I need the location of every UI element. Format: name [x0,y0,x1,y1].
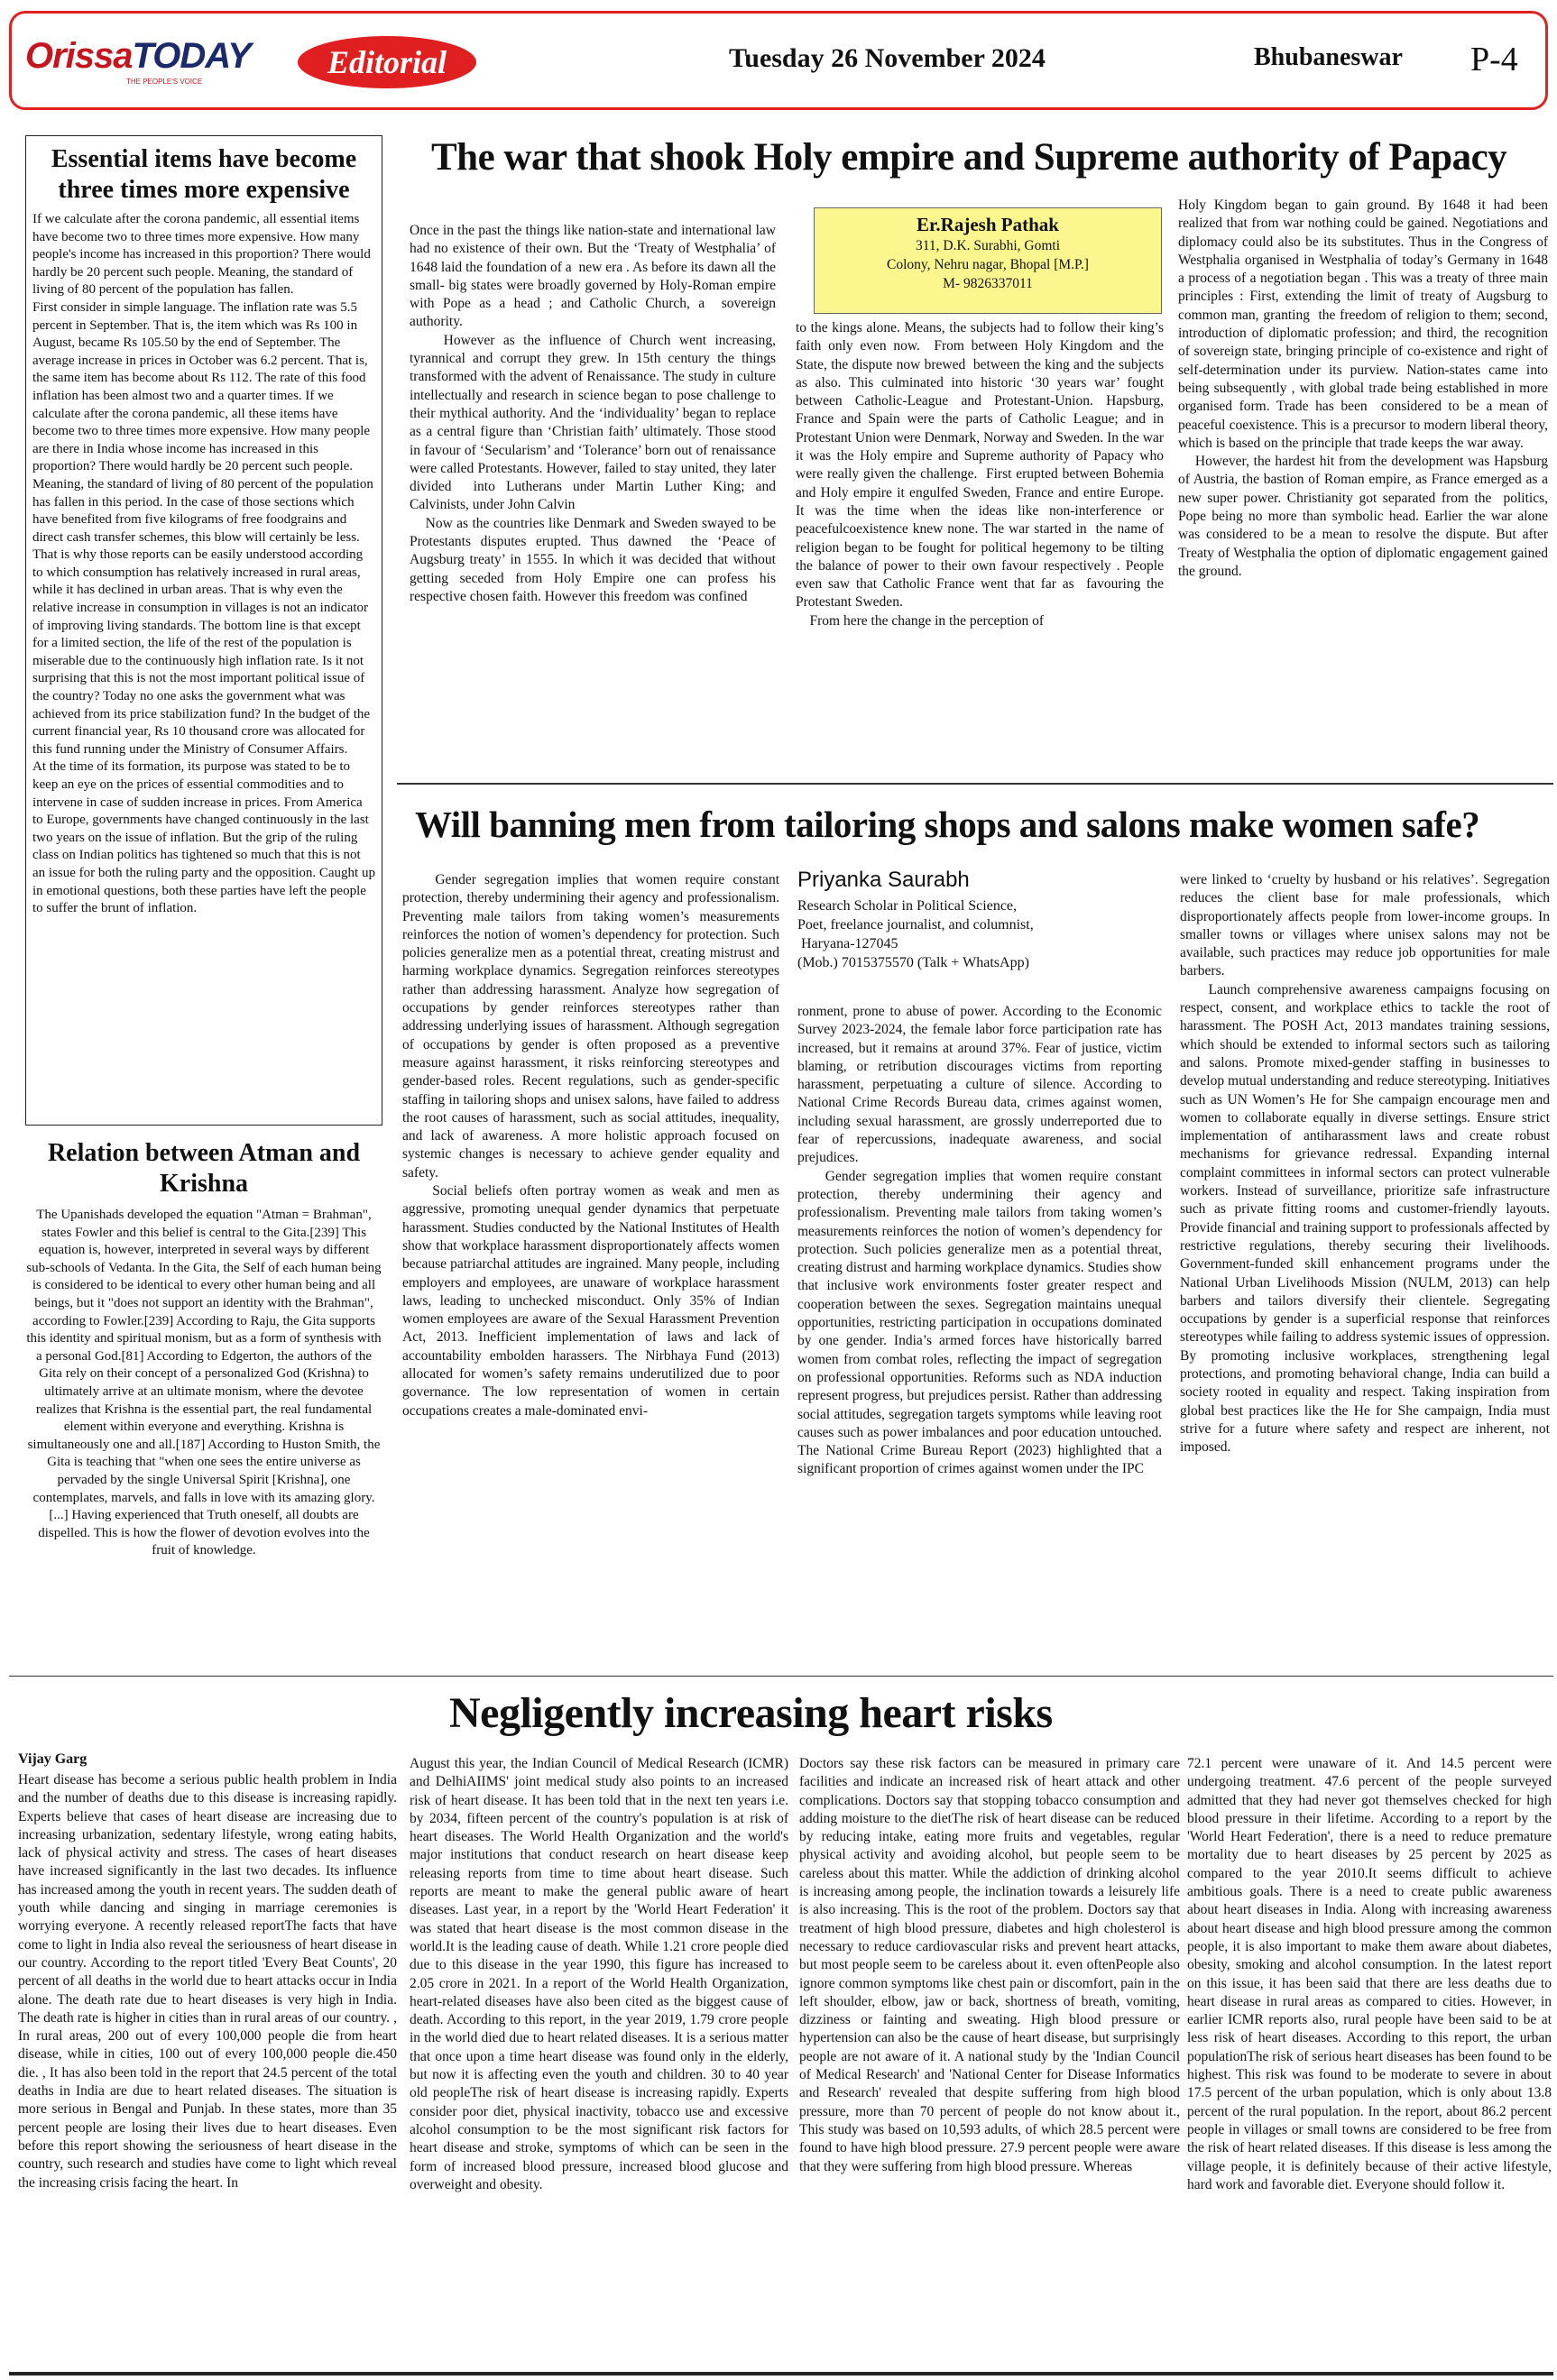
author-name: Er.Rajesh Pathak [917,214,1059,235]
article-war-col3: Holy Kingdom began to gain ground. By 1648 it had been realized that from war nothing could be gained. Negotiations and diplomacy could also be its substitutes. Thus in the Congress of Westphalia organised in Westphalia of today’s Germany in 1648 a process of a negotiation began . This was a treaty of three main principles : First, extending the limit of treaty of Augsburg to common man, granting the freedom of religion to them; second, introduction of diplomatic profession; and third, the recognition of sovereign state, bringing principle of co-existence and right of self-determination under its purview. Nation-states came into being subsequently , with global trade being established in more organised form. Trade has been considered to be a mean of peaceful coexistence. This is a precursor to modern liberal theory, which is based on the principle that trade keeps the war away. However, the hardest hit from the development was Hapsburg of Austria, the bastion of Roman empire, as France emerged as a new super power. Christianity got separated from the politics, Pope being no more than symbolic head. Earlier the war alone was considered to be a mean to resolve the dispute. But after Treaty of Westphalia the option of diplomatic engagement gained the ground. [1178,198,1548,579]
author-phone: (Mob.) 7015375570 (Talk + WhatsApp) [797,955,1029,970]
article-war-col1: Once in the past the things like nation-state and international law had no existence of their own. But the ‘Treaty of Westphalia’ of 1648 laid the foundation of a new era . As before its dawn all the small- big states were broadly governed by Holy-Roman empire with Pope as a head ; and Catholic Church, a sovereign authority. However as the influence of Church went increasing, tyrannical and corrupt they grew. In 15th century the things transformed with the advent of Renaissance. The study in culture intellectually and research in science began to pose challenge to their mythical authority. And the ‘individuality’ began to replace as a central figure than ‘Christian faith’ ultimately. Those stood in favour of ‘Secularism’ and ‘Tolerance’ born out of renaissance were called Protestants. However, failed to stay united, they later divided into Lutherans under Martin Luther King; and Calvinists, under John Calvin Now as the countries like Denmark and Sweden swayed to be Protestants disputes erupted. Thus dawned the ‘Peace of Augsburg treaty’ in 1555. In which it was decided that without getting seceded from Holy Empire one can profess his respective chosen faith. However this freedom was confined [410,223,777,604]
issue-city: Bhubaneswar [1254,43,1403,71]
divider [397,783,1553,785]
article-body: The Upanishads developed the equation "Atman = Brahman", states Fowler and this belief is central to the Gita.[239] This equation is, however, interpreted in several ways by different sub-schools of Vedanta. In the Gita, the Self of each human being is considered to be identical to every other human being and all beings, but it "does not support an identity with the Brahman", according to Fowler.[239] According to Raju, the Gita supports this identity and spiritual monism, but as a form of synthesis with a personal God.[81] According to Edgerton, the authors of the Gita rely on their concept of a personalized God (Krishna) to ultimately arrive at an ultimate monism, where the devotee realizes that Krishna is the essential part, the real fundamental element within everyone and everything. Krishna is simultaneously one and all.[187] According to Huston Smith, the Gita is teaching that "when one sees the entire universe as pervaded by the single Universal Spirit [Krishna], one contemplates, marvels, and falls in love with its amazing glory. [...] Having experienced that Truth oneself, all doubts are dispelled. This is how the flower of devotion evolves into the fruit of knowledge. [26,1208,385,1558]
logo-tagline: THE PEOPLE'S VOICE [126,78,203,86]
article-title-heart: Negligently increasing heart risks [449,1689,1053,1737]
issue-date: Tuesday 26 November 2024 [729,43,1046,73]
article-heart-col1: Heart disease has become a serious public health problem in India and the number of deaths due to this disease is increasing rapidly. Experts believe that cases of heart disease are increasing due to increasing urbanization, sedentary lifestyle, wrong eating habits, lack of physical activity and stress. The cases of heart diseases have increased significantly in the last two decades. Its influence has increased among the youth in recent years. The sudden death of youth while dancing and singing in marriage ceremonies is worrying everyone. A recently released reportThe facts that have come to light in India also reveal the seriousness of heart disease in our country. According to the report titled 'Every Beat Counts', 20 percent of all deaths in the world due to heart attacks occur in India alone. The death rate due to heart diseases is very high in India. The death rate is higher in cities than in rural areas of our country. , In rural areas, 200 out of every 100,000 people die from heart disease, while in cities, 100 out of every 100,000 people die.450 die. , It has also been told in the report that 24.5 percent of the total deaths in India are due to heart related diseases. The situation is more serious in Bengal and Punjab. In these states, more than 35 percent people are losing their lives due to heart diseases. Even before this report showing the seriousness of heart disease in the country, such research and studies have come to light which reveal the increasing crisis facing the heart. In [18,1772,401,2191]
article-body: If we calculate after the corona pandemic, all essential items have become two to three times more expensive. How many people's income has increased in this proportion? There would hardly be 20 percent such people. Meaning, the standard of living of 80 percent of the population has fallen. First consider in simple language. The inflation rate was 5.5 percent in September. That is, the item which was Rs 100 in August, became Rs 105.50 by the end of September. The average increase in prices in October was 6.2 percent. That is, the same item has become about Rs 112. The rate of this food inflation has been almost two and a quarter times. If we calculate after the corona pandemic, all these items have become two to three times more expensive. How many people are there in India whose income has increased in this proportion? There would hardly be 20 percent such people. Meaning, the standard of living of 80 percent of the population has fallen in this period. In the case of those sections which have benefited from five kilograms of free foodgrains and direct cash transfer schemes, this blow will certainly be less. That is why those reports can be easily understood according to which consumption has relatively increased in rural areas, while it has declined in urban areas. That is why even the relative increase in consumption in villages is not an indicator of improving living standards. The bottom line is that except for a limited section, the life of the rest of the population is miserable due to the continuously high inflation rate. Is it not surprising that this is not the most important political issue of the country? Today no one asks the government what was achieved from its price stabilization fund? In the budget of the current financial year, Rs 10 thousand crore was allocated for this fund running under the Ministry of Consumer Affairs. At the time of its formation, its purpose was stated to be to keep an eye on the prices of essential commodities and to intervene in case of sudden increase in prices. From America to Europe, governments have changed continuously in the last two years on the issue of inflation. But the grip of the ruling class on Indian politics has tightened so much that this is not an issue for both the ruling party and the opposition. Caught up in emotional questions, both these parties have left the people to suffer the brunt of inflation. [32,212,375,916]
article-title-war: The war that shook Holy empire and Supreme authority of Papacy [431,136,1507,179]
author-block [797,868,1158,972]
author-phone: M- 9826337011 [943,276,1033,291]
author-location: Haryana-127045 [797,936,898,951]
article-tailoring-col2: ronment, prone to abuse of power. According to the Economic Survey 2023-2024, the female labor force participation rate has increased, but it remains at around 37%. Fear of justice, victim blaming, or retribution discourages victims from reporting harassment, perpetuating a culture of silence. According to National Crime Records Bureau data, crimes against women, including sexual harassment, are grossly underreported due to fear of repercussions, inadequate awareness, and social prejudices. Gender segregation implies that women require constant protection, thereby undermining their agency and professionalism. Preventing male tailors from taking women’s measurements reinforces the notion of women’s dependency for protection. Such policies generalize men as a potential threat, creating distrust and harming workplace dynamics. Studies show that inclusive work environments foster greater respect and cooperation between the sexes. Segregation maintains unequal opportunities, restricting participation in occupations dominated by one gender. India’s armed forces have historically barred women from combat roles, reflecting the impact of segregation on professional opportunities. Reforms such as NDA induction represent progress, but prejudices persist. Rather than addressing social attitudes, segregation targets symptoms while leaving root causes such as power imbalances and poor education untouched. The National Crime Bureau Report (2023) highlighted that a significant proportion of crimes against women under the IPC [797,1004,1162,1477]
footer-rule [9,2372,1553,2375]
author-name: Priyanka Saurabh [797,868,970,892]
article-heart-col4: 72.1 percent were unaware of it. And 14.5 percent were undergoing treatment. 47.6 percent of the people surveyed admitted that they had never got themselves checked for high blood pressure in their lifetime. According to a report by the 'World Heart Federation', there is a need to reduce premature mortality due to heart diseases by 25 percent by 2025 as compared to the year 2010.It seems difficult to achieve ambitious goals. There is a need to create public awareness about heart diseases in India. Along with increasing awareness about heart disease and high blood pressure among the common people, it is also important to make them aware about diabetes, obesity, smoking and alcohol consumption. In the latest report on this issue, it has been said that there are less deaths due to heart disease in rural areas as compared to cities. However, in earlier ICMR reports also, rural people have been said to be at less risk of heart diseases. According to this report, the urban populationThe risk of serious heart diseases has been found to be highest. This risk was found to be moderate to severe in about 17.5 percent of the urban population, which is only about 13.8 percent of the rural population. In the report, about 86.2 percent people in villages or small towns are considered to be free from the risk of heart related diseases. If this disease is less among the village people, it is definitely because of their active lifestyle, hard work and favorable diet. Everyone should follow it. [1187,1756,1555,2192]
article-war-col2: to the kings alone. Means, the subjects had to follow their king’s faith only even now. From between Holy Kingdom and the State, the dispute now brewed between the king and the subjects as also. This culminated into historic ‘30 years war’ fought between Catholic-League and Protestant-Union. Hapsburg, France and Spain were the parts of Catholic League; and in Protestant Union were Denmark, Norway and Sweden. In the war it was the Holy empire and Supreme authority of Papacy who were really given the challenge. First erupted between Bohemia and Holy empire it engulfed Sweden, France and entire Europe. It was the time when the ideas like non-interference or peacefulcoexistence knew none. The war started in the name of religion began to be fought for political hegemony to be tilting the balance of power to their own favour respectively . People even saw that Catholic France went that far as favouring the Protestant Sweden. From here the change in the perception of [796,320,1164,629]
sidebar-article-atman [25,1138,385,1560]
article-title: Essential items have become three times more expensive [51,145,357,204]
logo-orissa: Orissa [25,36,133,76]
logo-today: TODAY [132,36,251,76]
article-title-tailoring: Will banning men from tailoring shops and salons make women safe? [415,804,1480,845]
author-roles: Poet, freelance journalist, and columnist, [797,917,1034,933]
section-badge: Editorial [298,36,476,88]
article-tailoring-col1: Gender segregation implies that women require constant protection, thereby undermining their agency and professionalism. Preventing male tailors from taking women’s measurements reinforces the notion of women’s dependency for protection. Such policies generalize men as a potential threat, creating mistrust and harming workplace dynamics. Segregation reinforces stereotypes rather than addressing harassment. Analyze how segregation of occupations by gender reinforces stereotypes rather than addressing underlying issues of harassment. Although segregation of occupations by gender is often proposed as a preventive measure against harassment, it risks reinforcing stereotypes and gender-based roles. Recent regulations, such as gender-specific staffing in tailoring shops and unisex salons, have failed to address the root causes of harassment, such as social attitudes, inequality, and lack of awareness. A more holistic approach focused on systemic changes is necessary to achieve gender equality and safety. Social beliefs often portray women as weak and men as aggressive, promoting unequal gender dynamics that perpetuate harassment. Studies conducted by the National Institutes of Health show that workplace harassment disproportionately affects women because patriarchal attitudes are ingrained. Many people, including employers and employees, are unaware of workplace harassment laws, leading to unchecked misconduct. Only 35% of Indian women employees are aware of the Sexual Harassment Prevention Act, 2013. Inefficient implementation of laws and lack of accountability embolden harassers. The Nirbhaya Fund (2013) allocated for women’s safety remains underutilized due to poor governance. The low representation of women in certain occupations creates a male-dominated envi- [402,872,779,1419]
author-address-2: Colony, Nehru nagar, Bhopal [M.P.] [887,257,1089,272]
page-number: P-4 [1470,41,1518,78]
article-heart-col2: August this year, the Indian Council of Medical Research (ICMR) and DelhiAIIMS' joint medical study also points to an increased risk of heart disease. It has been told that in the next ten years i.e. by 2034, fifteen percent of the country's population is at risk of heart diseases. The World Health Organization and the world's major institutions that conduct research on heart disease keep releasing reports from time to time about heart disease. Such reports are meant to make the general public aware of heart diseases. Last year, in a report by the 'World Heart Federation' it was stated that heart disease is the most common disease in the world.It is the leading cause of death. While 1.21 crore people died due to this disease in the year 1990, this figure has increased to 2.05 crore in 2021. In a report of the World Health Organization, heart-related diseases have also been cited as the biggest cause of death. According to this report, in the year 2019, 1.79 crore people in the world died due to heart related diseases. It is a serious matter that once upon a time heart disease was found only in the elderly, but now it is affecting even the youth and children. 30 to 40 year old peopleThe risk of heart disease is increasing rapidly. Experts consider poor diet, physical inactivity, tobacco use and excessive alcohol consumption to be the most significant risk factors for heart disease and stroke, symptoms of which can be seen in the form of increased blood pressure, increased blood glucose and overweight and obesity. [410,1756,792,2192]
article-title: Relation between Atman and Krishna [47,1139,361,1198]
article-tailoring-col3: were linked to ‘cruelty by husband or his relatives’. Segregation reduces the client base for male professionals, which disproportionately affects people from lower-income groups. In smaller towns or villages where unisex salons may not be available, such practices may reduce job opportunities for male barbers. Launch comprehensive awareness campaigns focusing on respect, consent, and workplace ethics to tackle the root of harassment. The POSH Act, 2013 mandates training sessions, which should be extended to informal sectors such as tailoring and salons. Promote mixed-gender staffing in businesses to develop mutual understanding and reduce stereotyping. Initiatives such as UN Women’s He for She campaign encourage men and women to collaborate equally in diverse settings. Ensure strict implementation of antiharassment laws and create robust mechanisms for grievance redressal. Expanding internal complaint committees in informal sectors can protect vulnerable workers. Instead of surveillance, prioritize safe infrastructure such as private fitting rooms and customer-friendly layouts. Provide financial and training support to professionals affected by restrictive regulations, thereby securing their livelihoods. Government-funded skill enhancement programs under the National Urban Livelihoods Mission (NULM, 2013) can help barbers and tailors diversify their clientele. Segregating occupations by gender is a superficial response that reinforces stereotypes while failing to address systemic issues of oppression. By promoting inclusive workplaces, strengthening legal protections, and promoting behavioral change, India can build a society rooted in equality and respect. Taking inspiration from global best practices like the He for She campaign, India must strive for a future where safety and respect are inherent, not imposed. [1180,872,1551,1456]
byline: Vijay Garg [18,1751,88,1767]
article-heart-col3: Doctors say these risk factors can be measured in primary care facilities and indicate an increased risk of heart attack and other complications. Doctors say that stopping tobacco consumption and adding moisture to the dietThe risk of heart disease can be reduced by reducing intake, eating more fruits and vegetables, regular physical activity and avoiding alcohol, but people seem to be careless about this matter. While the addiction of drinking alcohol is increasing among people, the inclination towards a leisurely life is also increasing. This is the root of the problem. Doctors say that treatment of high blood pressure, diabetes and high cholesterol is necessary to reduce cardiovascular risks and prevent heart attacks, but most people seem to be careless about it. even oftenPeople also ignore common symptoms like chest pain or discomfort, pain in the left shoulder, elbow, jaw or back, shortness of breath, vomiting, dizziness or fainting and sweating. High blood pressure or hypertension can also be the cause of heart disease, but surprisingly people are not aware of it. A national study by the 'Indian Council of Medical Research' and 'National Center for Disease Informatics and Research' revealed that despite suffering from high blood pressure, more than 70 percent of people do not know about it., This study was based on 10,593 adults, of which 28.5 percent were found to have high blood pressure. 27.9 percent people were aware that they were suffering from high blood pressure. Whereas [799,1756,1184,2174]
author-address-1: 311, D.K. Surabhi, Gomti [915,238,1061,253]
sidebar-article-inflation [32,144,375,918]
author-box [814,207,1162,314]
divider [9,1676,1553,1677]
author-title: Research Scholar in Political Science, [797,898,1018,914]
logo [25,36,251,77]
